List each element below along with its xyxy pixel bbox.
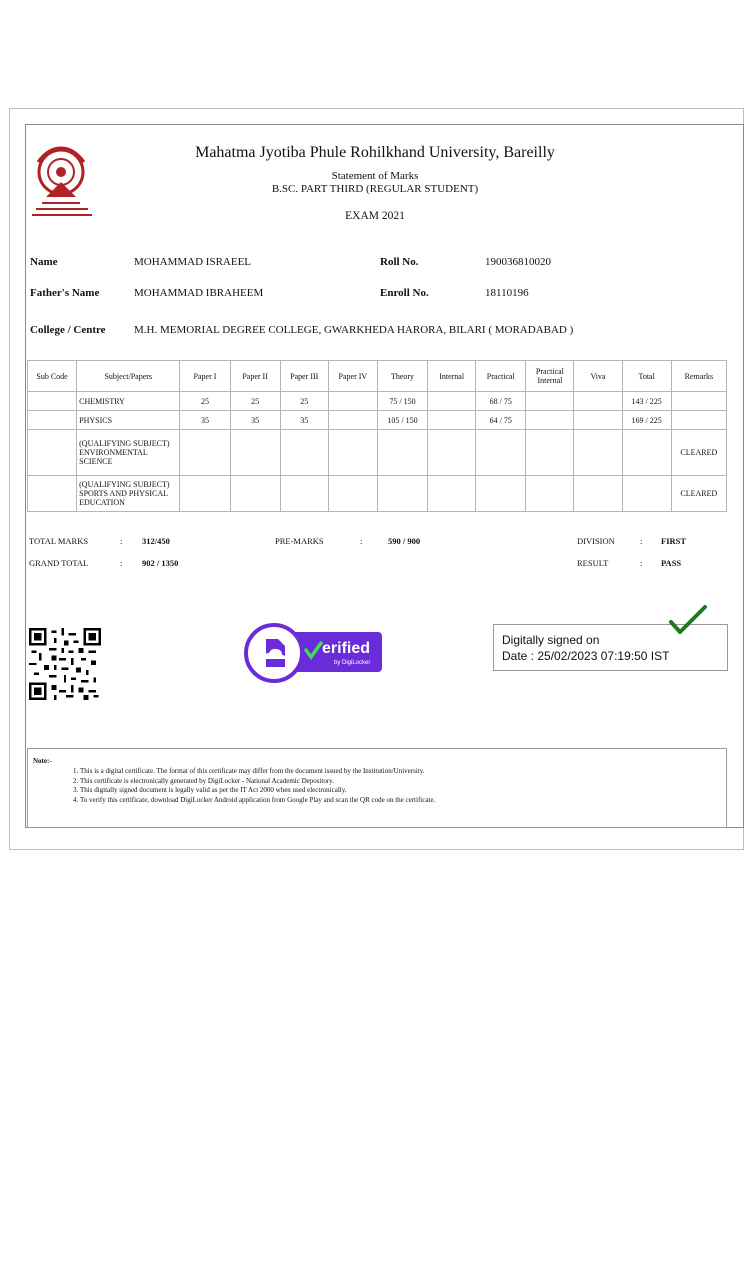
- col-header: Subject/Papers: [77, 361, 180, 392]
- table-cell: [526, 430, 574, 476]
- table-row: [28, 476, 727, 512]
- enroll-label: Enroll No.: [380, 287, 429, 299]
- table-cell: [622, 430, 671, 476]
- note-item: 4. To verify this certificate, download DigiLocker Android application from Google Play and scan the QR code on the certificate.: [80, 796, 435, 806]
- name-label: Name: [30, 256, 58, 268]
- table-cell: [180, 476, 230, 512]
- table-cell: [377, 476, 427, 512]
- table-cell: [526, 392, 574, 411]
- table-cell: (QUALIFYING SUBJECT) SPORTS AND PHYSICAL EDUCATION: [77, 476, 180, 512]
- table-cell: [28, 476, 77, 512]
- table-cell: [671, 411, 726, 430]
- grand-total-label: GRAND TOTAL: [29, 558, 89, 568]
- signature-date: Date : 25/02/2023 07:19:50 IST: [502, 649, 670, 663]
- col-header: Sub Code: [28, 361, 77, 392]
- table-cell: [328, 430, 377, 476]
- table-cell: [574, 476, 622, 512]
- table-cell: [476, 430, 526, 476]
- table-cell: [428, 476, 476, 512]
- table-cell: [428, 411, 476, 430]
- verified-text: erified: [322, 640, 371, 657]
- table-cell: [180, 430, 230, 476]
- table-cell: PHYSICS: [77, 411, 180, 430]
- table-cell: [280, 476, 328, 512]
- table-cell: CLEARED: [671, 430, 726, 476]
- table-cell: 105 / 150: [377, 411, 427, 430]
- col-header: Viva: [574, 361, 622, 392]
- col-header: Remarks: [671, 361, 726, 392]
- table-cell: [230, 476, 280, 512]
- table-cell: [328, 476, 377, 512]
- qr-code[interactable]: [29, 628, 101, 700]
- table-cell: [526, 411, 574, 430]
- table-cell: CHEMISTRY: [77, 392, 180, 411]
- college-label: College / Centre: [30, 324, 106, 336]
- roll-number: 190036810020: [485, 256, 551, 268]
- father-label: Father's Name: [30, 287, 100, 299]
- course-name: B.SC. PART THIRD (REGULAR STUDENT): [271, 183, 479, 195]
- statement-title: Statement of Marks: [331, 170, 419, 182]
- division-label: DIVISION: [577, 536, 615, 546]
- division-value: FIRST: [661, 536, 687, 546]
- table-header-row: [28, 361, 727, 392]
- note-item: 2. This certificate is electronically generated by DigiLocker - National Academic Depository.: [80, 777, 435, 787]
- colon: :: [120, 558, 123, 568]
- table-cell: 25: [180, 392, 230, 411]
- table-row: [28, 392, 727, 411]
- table-cell: [574, 430, 622, 476]
- table-cell: [574, 392, 622, 411]
- university-name: Mahatma Jyotiba Phule Rohilkhand University, Bareilly: [195, 144, 555, 161]
- father-name: MOHAMMAD IBRAHEEM: [134, 287, 264, 299]
- col-header: Paper III: [280, 361, 328, 392]
- table-cell: 143 / 225: [622, 392, 671, 411]
- table-cell: [622, 476, 671, 512]
- col-header: Theory: [377, 361, 427, 392]
- table-cell: 75 / 150: [377, 392, 427, 411]
- total-marks-label: TOTAL MARKS: [29, 536, 89, 546]
- table-cell: (QUALIFYING SUBJECT) ENVIRONMENTAL SCIENCE: [77, 430, 180, 476]
- table-cell: [671, 392, 726, 411]
- colon: :: [640, 558, 643, 568]
- col-header: Internal: [428, 361, 476, 392]
- roll-label: Roll No.: [380, 256, 419, 268]
- table-cell: [328, 392, 377, 411]
- result-value: PASS: [661, 558, 682, 568]
- exam-year: EXAM 2021: [345, 210, 405, 222]
- table-cell: 169 / 225: [622, 411, 671, 430]
- col-header: Paper II: [230, 361, 280, 392]
- table-cell: 68 / 75: [476, 392, 526, 411]
- university-logo: [28, 142, 98, 226]
- notes-title: Note:-: [33, 757, 52, 765]
- college-name: M.H. MEMORIAL DEGREE COLLEGE, GWARKHEDA HARORA, BILARI ( MORADABAD ): [134, 324, 574, 336]
- table-cell: [526, 476, 574, 512]
- col-header: Total: [622, 361, 671, 392]
- note-item: 3. This digitally signed document is legally valid as per the IT Act 2000 when used electronically.: [80, 786, 435, 796]
- verified-by-text: by DigiLocker: [334, 660, 371, 666]
- colon: :: [120, 536, 123, 546]
- table-cell: 35: [180, 411, 230, 430]
- table-cell: [377, 430, 427, 476]
- table-cell: 64 / 75: [476, 411, 526, 430]
- pre-marks-value: 590 / 900: [388, 536, 421, 546]
- table-cell: 25: [280, 392, 328, 411]
- notes-box: [27, 748, 727, 828]
- result-label: RESULT: [577, 558, 609, 568]
- col-header: Practical Internal: [526, 361, 574, 392]
- enroll-number: 18110196: [485, 287, 529, 299]
- grand-total-value: 902 / 1350: [142, 558, 179, 568]
- col-header: Practical: [476, 361, 526, 392]
- col-header: Paper IV: [328, 361, 377, 392]
- table-cell: [428, 392, 476, 411]
- table-cell: 35: [280, 411, 328, 430]
- checkmark-icon: [668, 604, 708, 636]
- table-cell: [280, 430, 328, 476]
- total-marks-value: 312/450: [142, 536, 170, 546]
- table-cell: 25: [230, 392, 280, 411]
- table-cell: 35: [230, 411, 280, 430]
- table-cell: [428, 430, 476, 476]
- table-row: [28, 430, 727, 476]
- table-row: [28, 411, 727, 430]
- signature-line-1: Digitally signed on: [502, 633, 600, 647]
- colon: :: [360, 536, 363, 546]
- table-cell: [230, 430, 280, 476]
- table-cell: [28, 411, 77, 430]
- pre-marks-label: PRE-MARKS: [275, 536, 324, 546]
- colon: :: [640, 536, 643, 546]
- table-cell: [328, 411, 377, 430]
- table-cell: [28, 392, 77, 411]
- table-cell: [476, 476, 526, 512]
- table-cell: [28, 430, 77, 476]
- table-cell: CLEARED: [671, 476, 726, 512]
- student-name: MOHAMMAD ISRAEEL: [134, 256, 252, 268]
- col-header: Paper I: [180, 361, 230, 392]
- table-cell: [574, 411, 622, 430]
- marks-table: [27, 360, 727, 512]
- note-item: 1. This is a digital certificate. The format of this certificate may differ from the document issued by the Institution/University.: [80, 767, 435, 777]
